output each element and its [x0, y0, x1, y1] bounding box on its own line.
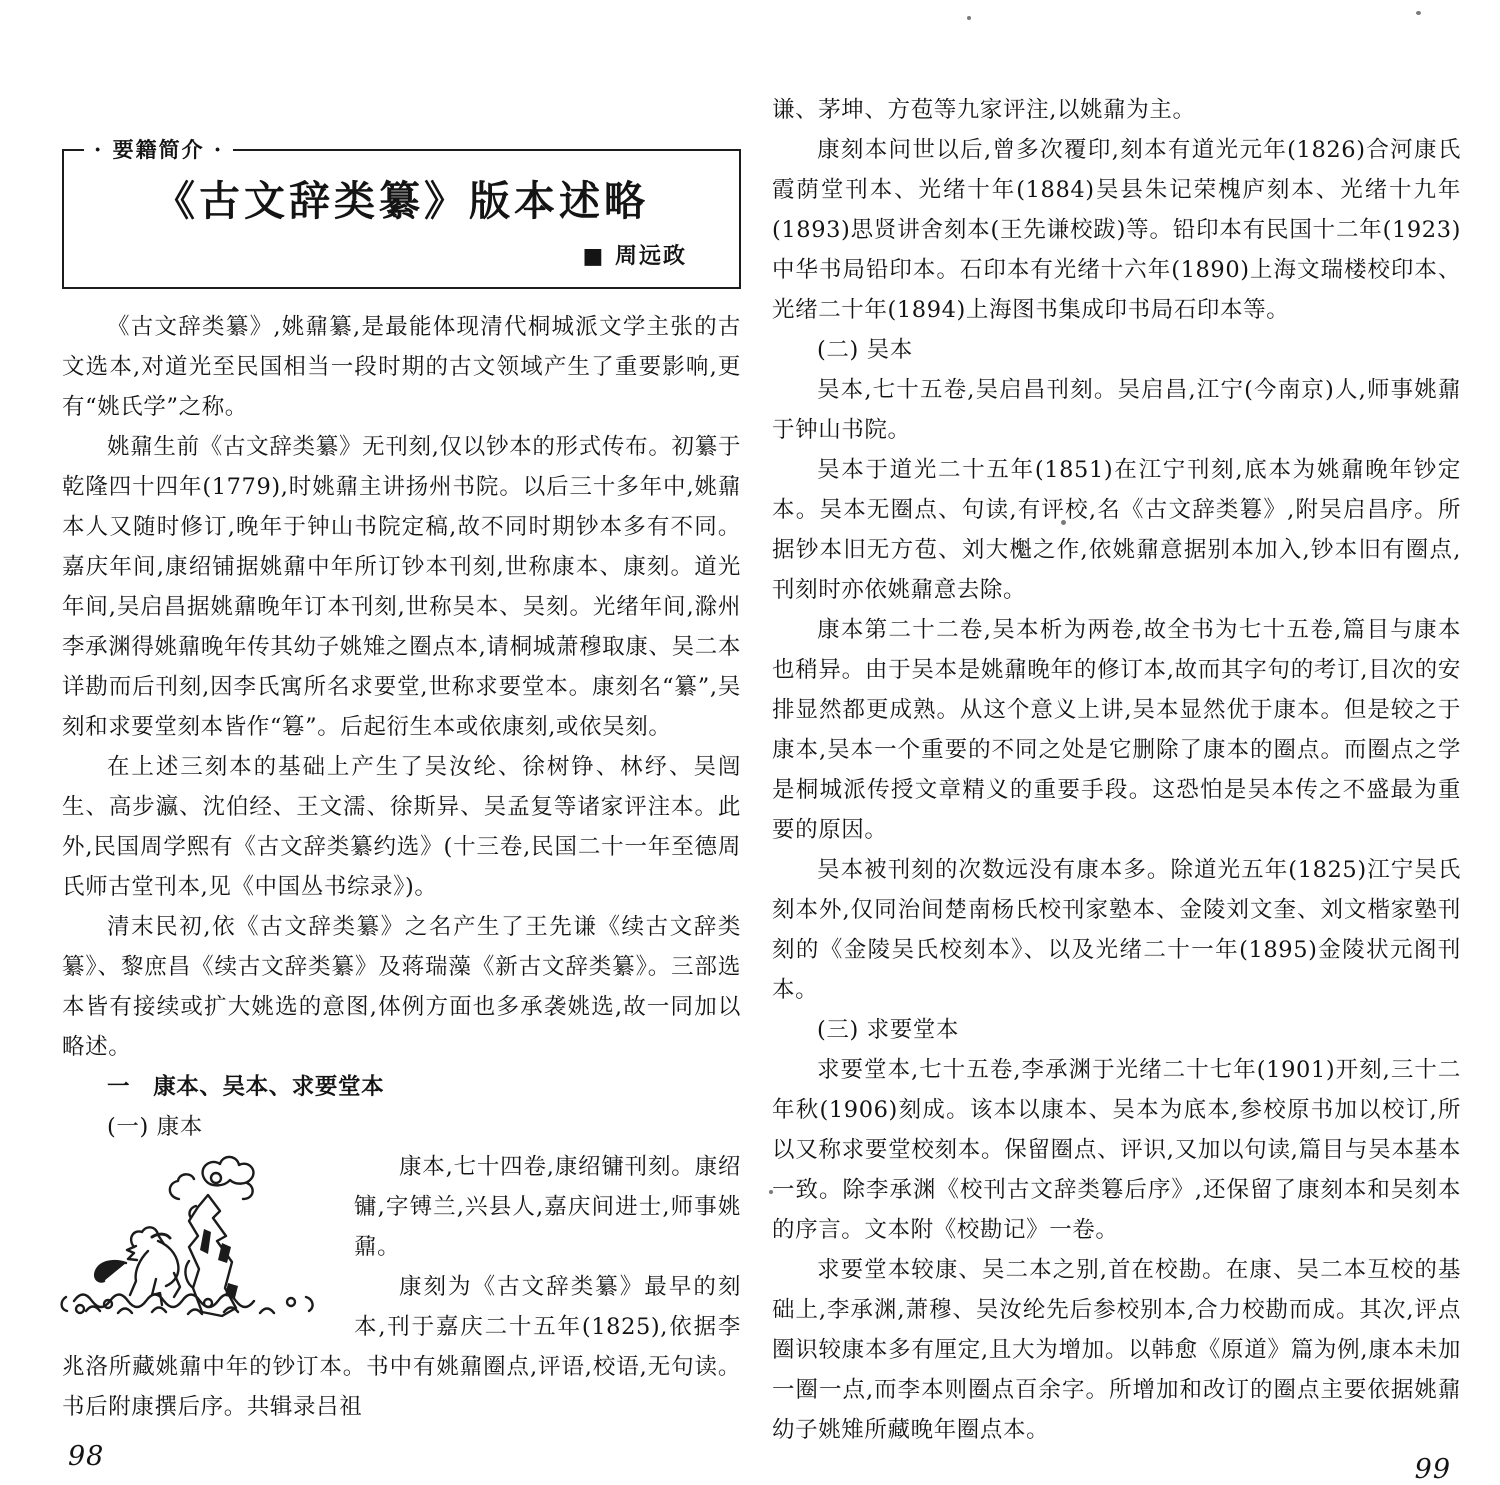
paragraph: 吴本,七十五卷,吴启昌刊刻。吴启昌,江宁(今南京)人,师事姚鼐于钟山书院。 — [772, 377, 1461, 443]
paragraph: 康刻本问世以后,曾多次覆印,刻本有道光元年(1826)合河康氏霞荫堂刊本、光绪十年(1884)吴县朱记荣槐庐刻本、光绪十九年(1893)思贤讲舍刻本(王先谦校跋)等。铅印本有民国十二年(1923)中华书局铅印本。石印本有光绪十六年(1890)上海文瑞楼校印本、光绪二十年(1894)上海图书集成印书局石印本等。 — [772, 137, 1461, 323]
subsection-heading: (一) 康本 — [107, 1114, 203, 1140]
paragraph: 清末民初,依《古文辞类纂》之名产生了王先谦《续古文辞类纂》、黎庶昌《续古文辞类纂》及蒋瑞藻《新古文辞类纂》。三部选本皆有接续或扩大姚选的意图,体例方面也多承袭姚选,故一同加以略述。 — [62, 914, 741, 1060]
article-title: 《古文辞类纂》版本述略 — [154, 177, 649, 225]
article-author: ■ 周远政 — [582, 243, 687, 269]
column-kicker: · 要籍简介 · — [84, 134, 233, 164]
scan-speck — [967, 16, 971, 20]
subsection-heading: (二) 吴本 — [817, 337, 913, 363]
paragraph: 姚鼐生前《古文辞类纂》无刊刻,仅以钞本的形式传布。初纂于乾隆四十四年(1779),时姚鼐主讲扬州书院。以后三十多年中,姚鼐本人又随时修订,晚年于钟山书院定稿,故不同时期钞本多有不同。嘉庆年间,康绍铺据姚鼐中年所订钞本刊刻,世称康本、康刻。道光年间,吴启昌据姚鼐晚年订本刊刻,世称吴本、吴刻。光绪年间,滁州李承渊得姚鼐晚年传其幼子姚雉之圈点本,请桐城萧穆取康、吴二本详勘而后刊刻,因李氏寓所名求要堂,世称求要堂本。康刻名“纂”,吴刻和求要堂刻本皆作“篹”。后起衍生本或依康刻,或依吴刻。 — [62, 434, 741, 740]
paragraph: 求要堂本,七十五卷,李承渊于光绪二十七年(1901)开刻,三十二年秋(1906)刻成。该本以康本、吴本为底本,参校原书加以校订,所以又称求要堂校刻本。保留圈点、评识,又加以句读,篇目与吴本基本一致。除李承渊《校刊古文辞类篹后序》,还保留了康刻本和吴刻本的序言。文本附《校勘记》一卷。 — [772, 1057, 1461, 1243]
subsection-heading: (三) 求要堂本 — [817, 1017, 960, 1043]
paragraph-continuation: 谦、茅坤、方苞等九家评注,以姚鼐为主。 — [772, 97, 1196, 123]
page-number-98: 98 — [68, 1441, 105, 1472]
paragraph: 求要堂本较康、吴二本之别,首在校勘。在康、吴二本互校的基础上,李承渊,萧穆、吴汝纶先后参校别本,合力校勘而成。其次,评点圈识较康本多有厘定,且大为增加。以韩愈《原道》篇为例,康本未加一圈一点,而李本则圈点百余字。所增加和改订的圈点主要依据姚鼐幼子姚雉所藏晚年圈点本。 — [772, 1257, 1461, 1443]
left-page-column — [62, 133, 741, 1472]
paragraph: 康刻为《古文辞类纂》最早的刻本,刊于嘉庆二十五年(1825),依据李兆洛所藏姚鼐中年的钞订本。书中有姚鼐圈点,评语,校语,无句读。书后附康撰后序。共辑录吕祖 — [62, 1274, 741, 1420]
paragraph: 在上述三刻本的基础上产生了吴汝纶、徐树铮、林纾、吴闿生、高步瀛、沈伯经、王文濡、徐斯异、吴孟复等诸家评注本。此外,民国周学熙有《古文辞类纂约选》(十三卷,民国二十一年至德周氏师古堂刊本,见《中国丛书综录》)。 — [62, 754, 741, 900]
right-page-column — [772, 90, 1461, 1485]
kang-edition-block — [62, 1147, 741, 1427]
section-heading: 一 康本、吴本、求要堂本 — [107, 1074, 385, 1100]
horse-rock-clouds-illustration — [56, 1151, 348, 1319]
paragraph: 康本,七十四卷,康绍镛刊刻。康绍镛,字镈兰,兴县人,嘉庆间进士,师事姚鼐。 — [354, 1154, 741, 1260]
article-title-box — [62, 137, 741, 289]
paragraph: 《古文辞类纂》,姚鼐纂,是最能体现清代桐城派文学主张的古文选本,对道光至民国相当一段时期的古文领域产生了重要影响,更有“姚氏学”之称。 — [62, 314, 741, 420]
paragraph: 吴本被刊刻的次数远没有康本多。除道光五年(1825)江宁吴氏刻本外,仅同治间楚南杨氏校刊家塾本、金陵刘文奎、刘文楷家塾刊刻的《金陵吴氏校刻本》、以及光绪二十一年(1895)金陵状元阁刊本。 — [772, 857, 1461, 1003]
paragraph: 吴本于道光二十五年(1851)在江宁刊刻,底本为姚鼐晚年钞定本。吴本无圈点、句读,有评校,名《古文辞类篹》,附吴启昌序。所据钞本旧无方苞、刘大櫆之作,依姚鼐意据别本加入,钞本旧有圈点,刊刻时亦依姚鼐意去除。 — [772, 457, 1461, 603]
page-number-99: 99 — [1414, 1454, 1451, 1485]
paragraph: 康本第二十二卷,吴本析为两卷,故全书为七十五卷,篇目与康本也稍异。由于吴本是姚鼐晚年的修订本,故而其字句的考订,目次的安排显然都更成熟。从这个意义上讲,吴本显然优于康本。但是较之于康本,吴本一个重要的不同之处是它删除了康本的圈点。而圈点之学是桐城派传授文章精义的重要手段。这恐怕是吴本传之不盛最为重要的原因。 — [772, 617, 1461, 843]
scan-speck — [1416, 11, 1421, 15]
